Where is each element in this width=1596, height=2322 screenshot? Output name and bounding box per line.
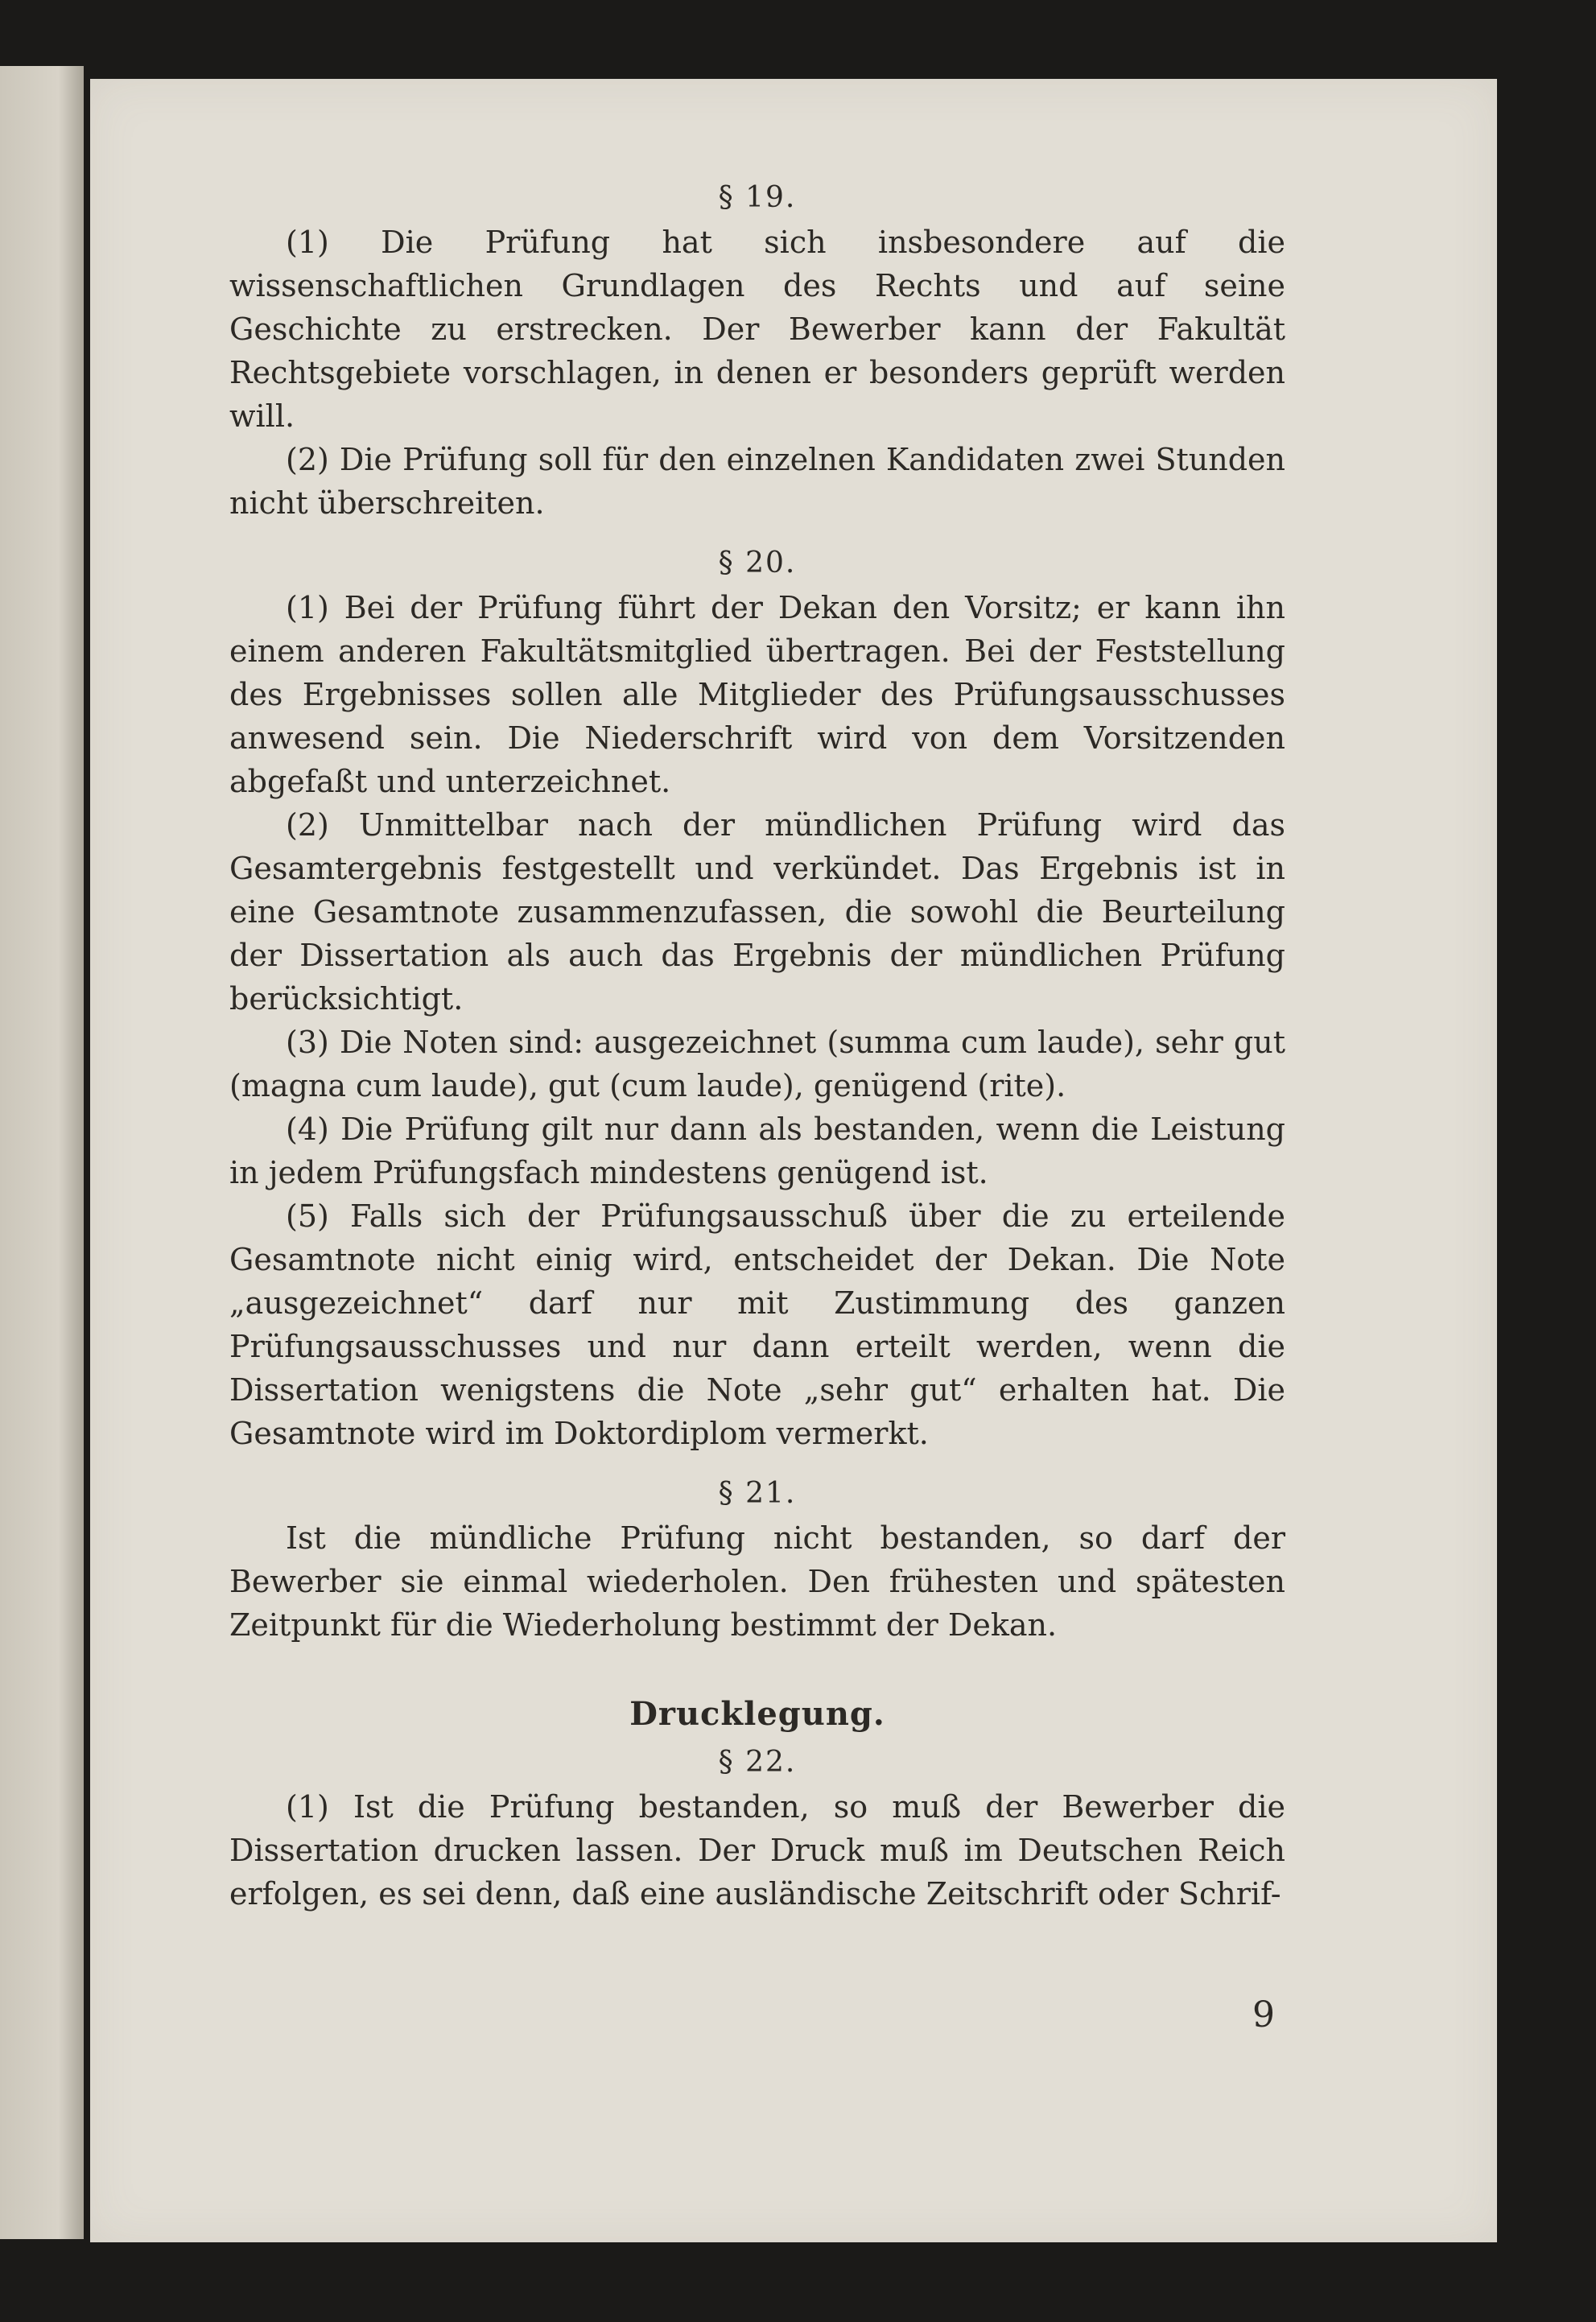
section-heading-22: § 22. <box>718 1746 797 1779</box>
section-heading-20: § 20. <box>718 546 797 579</box>
paragraph-19-2: (2) Die Prüfung soll für den einzelnen Kandidaten zwei Stunden nicht überschreiten. <box>229 442 1285 521</box>
facing-page-edge <box>0 66 84 2239</box>
paragraph-21: Ist die mündliche Prüfung nicht bestanden, so darf der Bewerber sie einmal wiederholen. Den frühesten und spätesten Zeitpunkt für die Wiederholung bestimmt der Dekan. <box>229 1520 1285 1643</box>
section-heading-19: § 19. <box>718 181 797 214</box>
page-content <box>229 175 1285 1916</box>
section-heading-21: § 21. <box>718 1477 797 1510</box>
paragraph-19-1: (1) Die Prüfung hat sich insbesondere auf die wissenschaftlichen Grundlagen des Rechts und auf seine Geschichte zu erstrecken. Der Bewerber kann der Fakultät Rechtsgebiete vorschlagen, in denen er besonders geprüft werden will. <box>229 225 1285 434</box>
paragraph-20-5: (5) Falls sich der Prüfungsausschuß über die zu erteilende Gesamtnote nicht einig wird, entscheidet der Dekan. Die Note „ausgezeichnet“ darf nur mit Zustimmung des ganzen Prüfungsausschusses und nur dann erteilt werden, wenn die Dissertation wenigstens die Note „sehr gut“ erhalten hat. Die Gesamtnote wird im Doktordiplom vermerkt. <box>229 1198 1285 1451</box>
paragraph-20-1: (1) Bei der Prüfung führt der Dekan den Vorsitz; er kann ihn einem anderen Fakultätsmitglied übertragen. Bei der Feststellung des Ergebnisses sollen alle Mitglieder des Prüfungsausschusses anwesend sein. Die Niederschrift wird von dem Vorsitzenden abgefaßt und unterzeichnet. <box>229 590 1285 799</box>
part-title-drucklegung: Drucklegung. <box>629 1695 885 1733</box>
paragraph-20-4: (4) Die Prüfung gilt nur dann als bestanden, wenn die Leistung in jedem Prüfungsfach mindestens genügend ist. <box>229 1112 1285 1190</box>
paragraph-20-3: (3) Die Noten sind: ausgezeichnet (summa cum laude), sehr gut (magna cum laude), gut (cum laude), genügend (rite). <box>229 1025 1285 1103</box>
paragraph-22-1: (1) Ist die Prüfung bestanden, so muß der Bewerber die Dissertation drucken lassen. Der Druck muß im Deutschen Reich erfolgen, es sei denn, daß eine ausländische Zeitschrift oder Schrif- <box>229 1789 1285 1912</box>
paragraph-20-2: (2) Unmittelbar nach der mündlichen Prüfung wird das Gesamtergebnis festgestellt und verkündet. Das Ergebnis ist in eine Gesamtnote zusammenzufassen, die sowohl die Beurteilung der Dissertation als auch das Ergebnis der mündlichen Prüfung berücksichtigt. <box>229 807 1285 1017</box>
page-number: 9 <box>1252 1994 1275 2035</box>
